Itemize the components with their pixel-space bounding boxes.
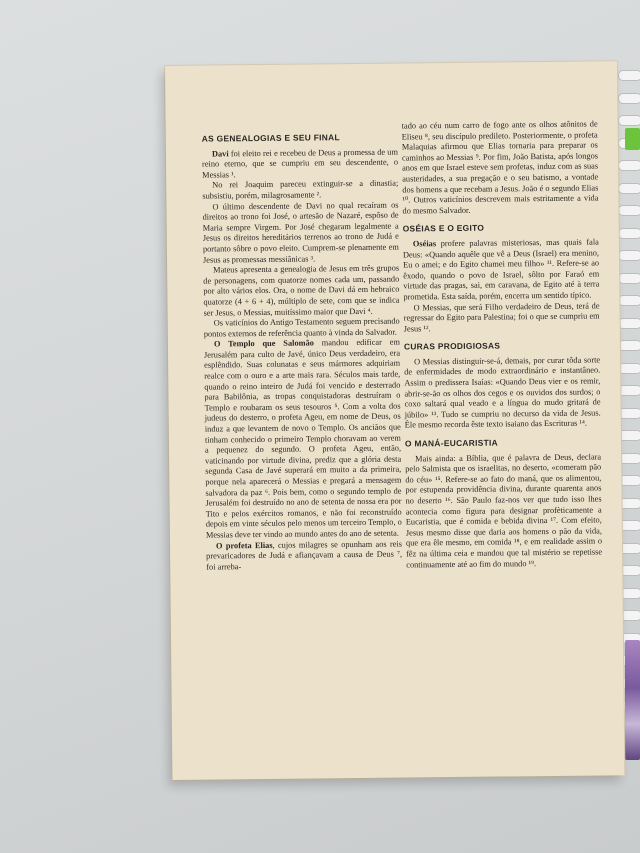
binding-ring <box>618 430 640 441</box>
paragraph-text: Mateus apresenta a genealogia de Jesus em três grupos de personagens, com quatorze nomes cada um, passando por alto vários elos. Ora, o nome de Davi dá em hebraico quatorze (4 + 6 + 4), múltiplo de sete, com que se indica ser Jesus, o Messias, muitíssimo maior que Davi ⁴. <box>203 263 400 318</box>
binding-ring <box>618 93 640 104</box>
book-page <box>165 61 624 780</box>
paragraph <box>405 452 602 571</box>
paragraph-text: , cujos milagres se opunham aos reis prevaricadores de Judá e afiançavam a causa de Deus ⁷, foi arreba- <box>206 539 403 572</box>
paragraph-text: mandou edificar em Jerusalém para culto de Javé, único Deus verdadeiro, era esplêndido. Suas colunatas e seus mármores adquiriam realce com o ouro e a arte mais rara. Séculos mais tarde, quando o reino inteiro de Judá foi vencido e desterrado para Babilônia, as tropas conquistadoras destruíram o Templo e roubaram os seus tesouros ⁵. Com a volta dos judeus do desterro, o profeta Ageu, em nome de Deus, os induz a que levantem de novo o Templo. Os anciãos que tinham conhecido o primeiro Templo choravam ao verem a pequenez do segundo. O profeta Ageu, então, vaticinando por virtude divina, prediz que a glória desta segunda Casa de Javé superará em muito a da primeira, porque nela aparecerá o Messias e pregará a mensagem salvadora da paz ⁶. Pois bem, como o segundo templo de Jerusalém foi destruído no ano de setenta de nossa era por Tito e pelos exércitos romanos, e não foi reconstruído depois em vinte séculos pelo menos um terceiro Templo, o Messias deve ter vindo ao mundo antes do ano de setenta. <box>203 337 402 540</box>
paragraph <box>206 539 402 573</box>
binding-ring <box>618 205 640 216</box>
binding-ring <box>618 273 640 284</box>
paragraph-lead: O profeta Elias <box>215 540 273 551</box>
paragraph-text: foi eleito rei e recebeu de Deus a promessa de um reino eterno, que se cumpriu em seu descendente, o Messias ¹. <box>201 147 399 180</box>
paragraph-lead: Davi <box>211 148 229 159</box>
paragraph <box>403 237 600 303</box>
paragraph <box>203 264 400 319</box>
paragraph-text: profere palavras misteriosas, mas quais fala Deus: «Quando aquêle que vê a Deus (Israel) era menino, Eu o amei; e do Egito chamei meu filho» ¹¹. Refere-se ao êxodo, quando o povo de Israel, sôlto por Faraó em virtude das pragas, sai, em caravana, de Egito até à terra prometida. Esta saída, porém, encerra um sentido típico. <box>402 237 600 302</box>
left-column <box>202 130 403 573</box>
paragraph-text: No rei Joaquim pareceu extinguir-se a dinastia; subsistiu, porém, milagrosamente ². <box>202 178 399 201</box>
binding-ring <box>618 115 640 126</box>
binding-ring <box>618 318 640 329</box>
binding-ring <box>618 250 640 261</box>
paragraph <box>202 147 398 181</box>
right-column <box>402 119 603 570</box>
paragraph-text: O Messias, que será Filho verdadeiro de Deus, terá de regressar do Egito para Palestina; foi o que se cumpriu em Jesus ¹². <box>403 300 600 334</box>
paragraph <box>403 301 599 335</box>
binding-ring <box>618 295 640 306</box>
paragraph <box>404 355 601 431</box>
paragraph: tado ao céu num carro de fogo ante os olhos atônitos de Eliseu ⁸, seu discípulo predileto. Posteriormente, o profeta Malaquias afirmou que Elias tornaria para preparar os caminhos ao Messias ⁹. Por fim, João Batista, após longos anos em que Israel esteve sem profetas, induz com as suas austeridades, a sua pregação e o seu batismo, a vontade dos homens a que recebam a Jesus. João é o segundo Elias ¹⁰. Outros vaticínios descrevem mais estritamente a vida do mesmo Salvador. <box>401 119 599 216</box>
section-heading: AS GENEALOGIAS E SEU FINAL <box>201 132 340 144</box>
binding-ring <box>618 228 640 239</box>
paragraph-lead: O Templo que Salomão <box>213 338 314 349</box>
paragraph-text: O Messias distinguir-se-á, demais, por curar tôda sorte de enfermidades de modo extraordinário e instantâneo. Assim o predissera Isaías: «Quando Deus vier e os remir, abrir-se-ão os olhos dos cegos e os ouvidos dos surdos; o coxo saltará qual veado e a língua do mudo gritará de júbilo» ¹³. Tudo se cumpriu no decurso da vida de Jesus. Êle mesmo recorda êste texto isaiano das Escrituras ¹⁴. <box>404 355 601 430</box>
binding-ring <box>618 385 640 396</box>
binding-ring <box>618 340 640 351</box>
paragraph <box>204 317 400 340</box>
paragraph-lead: Oséias <box>412 239 437 249</box>
paragraph-text: Os vaticínios do Antigo Testamento seguem precisando pontos externos de referência quanto à vinda do Salvador. <box>203 316 400 339</box>
book-spine-edge <box>625 640 640 760</box>
section-heading: O MANÁ-EUCARISTIA <box>404 437 499 449</box>
book-spine-edge <box>625 128 640 150</box>
paragraph-text: O último descendente de Davi no qual recaíram os direitos ao trono foi José, o artesão de Nazaré, espôso de Maria sempre Virgem. Por José chegaram legalmente a Jesus os direitos hereditários terrenos ao trono de Judá e portanto sôbre o povo eleito. Cumprem-se plenamente em Jesus as promessas messiânicas ³. <box>202 200 399 265</box>
section-heading: CURAS PRODIGIOSAS <box>403 340 501 352</box>
paragraph <box>204 338 402 541</box>
binding-ring <box>618 70 640 81</box>
paragraph <box>202 179 398 202</box>
right-sections <box>403 222 603 571</box>
binding-ring <box>618 183 640 194</box>
paragraph-text: Mais ainda: a Bíblia, que é palavra de Deus, declara pelo Salmista que os israelitas, no deserto, «comeram pão do céu» ¹⁵. Refere-se ao fato do maná, que os alimentou, por estupenda providência divina, durante quarenta anos no deserto ¹⁶. São Paulo faz-nos ver que tudo isso lhes acontecia como figura para designar profèticamente a Eucaristia, que é comida e bebida divina ¹⁷. Com efeito, Jesus mesmo disse que daria aos homens o pão da vida, que era êle mesmo, em comida ¹⁸, e em realidade assim o fêz na última ceia e mandou que tal mistério se repetisse continuamente até ao fim do mundo ¹⁹. <box>405 452 603 570</box>
paragraph <box>202 200 399 266</box>
left-paragraphs <box>202 147 402 573</box>
binding-ring <box>618 408 640 419</box>
binding-ring <box>618 453 640 464</box>
binding-ring <box>618 160 640 171</box>
binding-ring <box>618 363 640 374</box>
section-heading: OSÉIAS E O EGITO <box>402 223 485 234</box>
